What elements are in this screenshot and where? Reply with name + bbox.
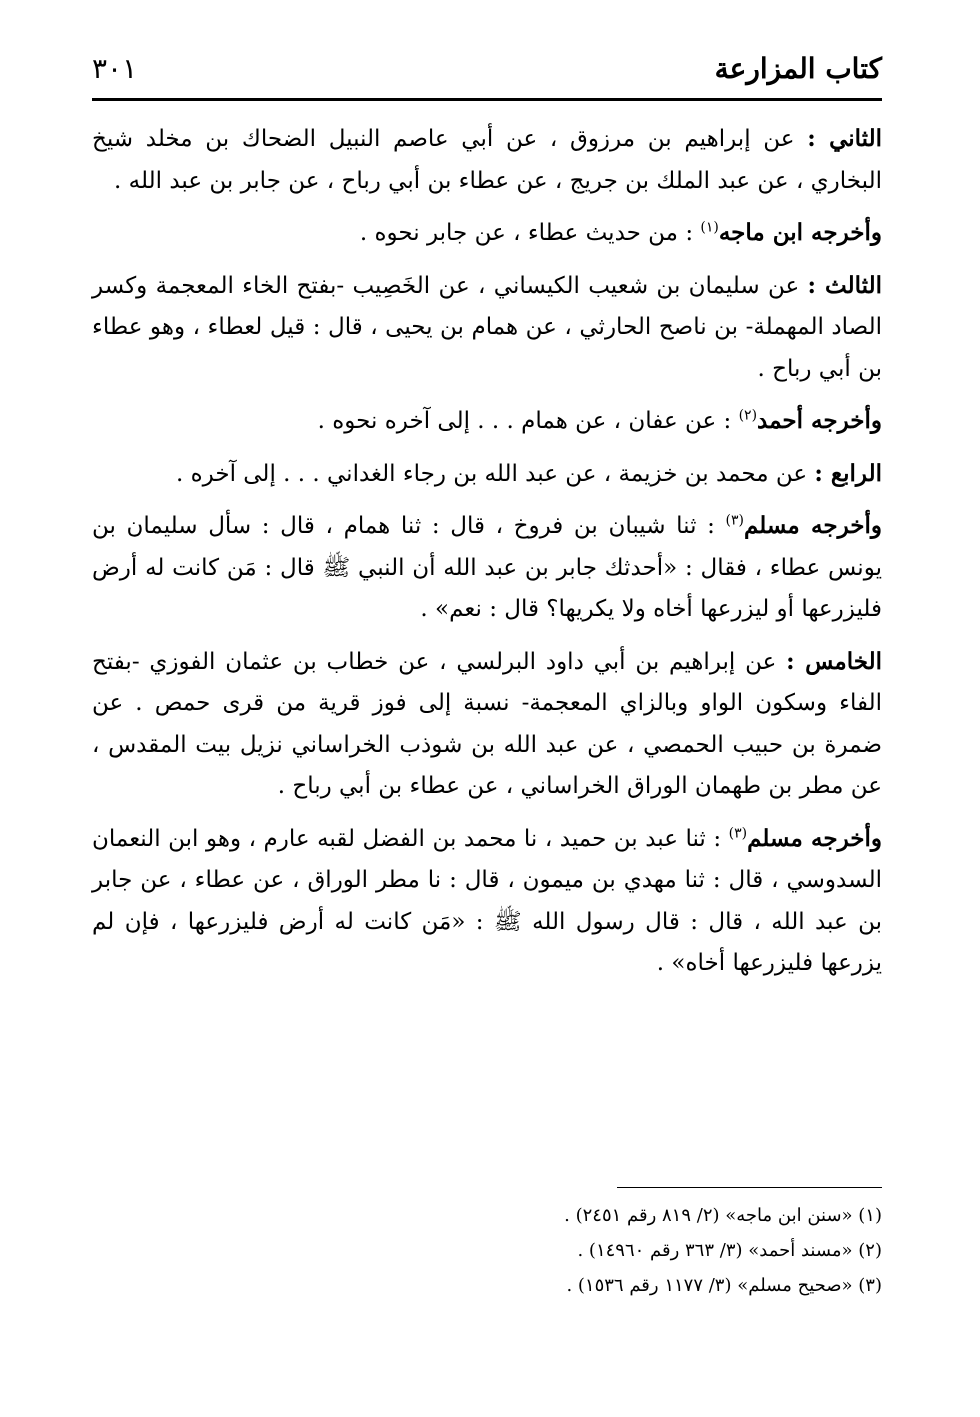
footnote-ref: (١) [700,219,719,236]
footnote: (٣) «صحيح مسلم» (٣/ ١١٧٧ رقم ١٥٣٦) . [566,1275,882,1296]
main-text [92,118,882,995]
paragraph-text: عن إبراهيم بن مرزوق ، عن أبي عاصم النبيل الضحاك بن مخلد شيخ البخاري ، عن عبد الملك بن جريج ، عن عطاء بن أبي رباح ، عن جابر بن عبد الله . [92,126,882,194]
footnotes [92,1198,882,1303]
paragraph-lead: الثاني : [807,125,882,152]
footnote-ref: (٣) [728,824,748,841]
paragraph [92,641,882,808]
paragraph-lead: وأخرجه مسلم [743,512,882,539]
paragraph-lead: الرابع : [814,459,882,487]
paragraph [92,212,882,255]
footnote-ref: (٣) [725,512,744,529]
footnote: (٢) «مسند أحمد» (٣/ ٣٦٣ رقم ١٤٩٦٠) . [577,1240,882,1261]
page-number: ٣٠١ [92,52,138,85]
paragraph-text: عن سليمان بن شعيب الكيساني ، عن الخَصِيب -بفتح الخاء المعجمة وكسر الصاد المهملة- بن ناصح الحارثي ، عن همام بن يحيى ، قال : قيل لعطاء ، وهو عطاء بن أبي رباح . [92,272,882,382]
paragraph [92,453,882,496]
paragraph [92,118,882,202]
paragraph-lead: وأخرجه مسلم [747,824,882,852]
paragraph-lead: وأخرجه ابن ماجه [718,219,882,246]
paragraph [92,818,882,985]
book-title: كتاب المزارعة [714,52,882,85]
footnote-separator [617,1187,882,1188]
paragraph-lead: وأخرجه أحمد [757,407,882,434]
page-header [92,52,882,92]
paragraph-text: عن محمد بن خزيمة ، عن عبد الله بن رجاء الغداني . . . إلى آخره . [175,460,815,487]
paragraph-text: : عن عفان ، عن همام . . . إلى آخره نحوه . [317,408,739,434]
paragraph-text: عن إبراهيم بن أبي داود البرلسي ، عن خطاب بن عثمان الفوزي -بفتح الفاء وسكون الواو وبالزاي المعجمة- نسبة إلى فوز قرية من قرى حمص . عن ضمرة بن حبيب الحمصي ، عن عبد الله بن شوذب الخراساني نزيل بيت المقدس ، عن مطر بن طهمان الوراق الخراساني ، عن عطاء بن أبي رباح . [92,648,882,799]
header-rule [92,98,882,101]
paragraph [92,265,882,391]
paragraph [92,400,882,443]
footnote-ref: (٢) [738,407,758,424]
paragraph [92,505,882,631]
footnote: (١) «سنن ابن ماجه» (٢/ ٨١٩ رقم ٢٤٥١) . [564,1205,882,1226]
paragraph-text: : ثنا عبد بن حميد ، نا محمد بن الفضل لقبه عارم ، وهو ابن النعمان السدوسي ، قال : ثنا مهدي بن ميمون ، قال : نا مطر الوراق ، عن عطاء ، عن جابر بن عبد الله ، قال : قال رسول الله ﷺ : «مَن كانت له أرض فليزرعها ، فإن لم يزرعها فليزرعها أخاه» . [92,825,882,976]
paragraph-lead: الثالث : [807,271,882,299]
paragraph-text: : من حديث عطاء ، عن جابر نحوه . [359,220,701,246]
paragraph-text: : ثنا شيبان بن فروخ ، قال : ثنا همام ، قال : سأل سليمان بن يونس عطاء ، فقال : «أحدثك جابر بن عبد الله أن النبي ﷺ قال : مَن كانت له أرض فليزرعها أو ليزرعها أخاه ولا يكريها؟ قال : نعم» . [92,513,882,622]
paragraph-lead: الخامس : [786,647,882,675]
